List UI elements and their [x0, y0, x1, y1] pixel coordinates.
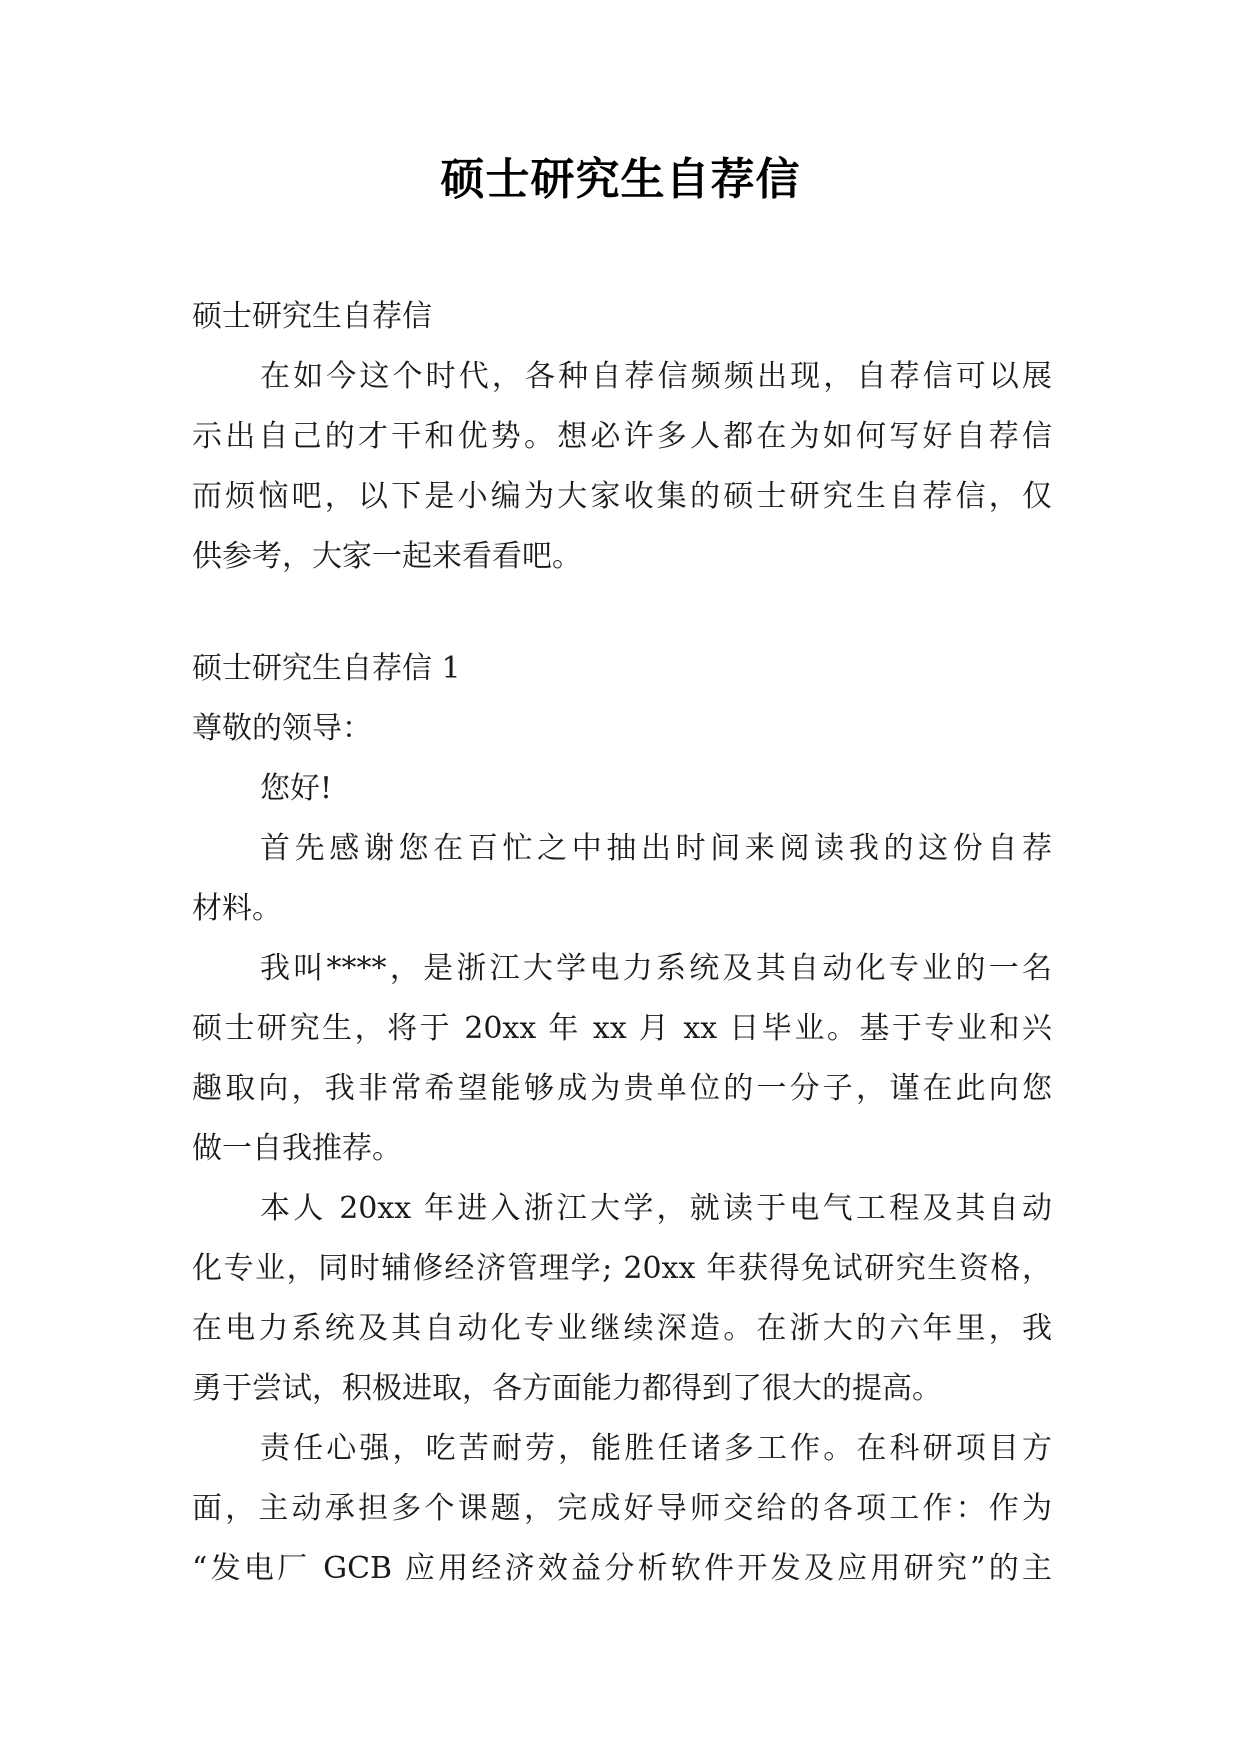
letter-paragraph-line: 材料。	[192, 891, 282, 926]
letter-paragraph-line: 本人 20xx 年进入浙江大学，就读于电气工程及其自动	[260, 1191, 1052, 1226]
letter-paragraph-line: “发电厂 GCB 应用经济效益分析软件开发及应用研究”的主	[192, 1551, 1052, 1586]
letter-greeting: 您好!	[260, 771, 333, 806]
letter-paragraph-line: 我叫****，是浙江大学电力系统及其自动化专业的一名	[260, 951, 1052, 986]
document-title: 硕士研究生自荐信	[440, 154, 801, 205]
letter-paragraph-line: 趣取向，我非常希望能够成为贵单位的一分子，谨在此向您	[192, 1071, 1052, 1106]
section-spacer	[192, 587, 1052, 639]
letter-paragraph-line: 面，主动承担多个课题，完成好导师交给的各项工作：作为	[192, 1491, 1052, 1526]
intro-paragraph-line: 而烦恼吧，以下是小编为大家收集的硕士研究生自荐信，仅	[192, 479, 1052, 514]
letter-paragraph-line: 勇于尝试，积极进取，各方面能力都得到了很大的提高。	[192, 1371, 942, 1406]
letter-paragraph-line: 硕士研究生，将于 20xx 年 xx 月 xx 日毕业。基于专业和兴	[192, 1011, 1052, 1046]
letter-paragraph-line: 化专业，同时辅修经济管理学; 20xx 年获得免试研究生资格，	[192, 1251, 1052, 1286]
section-heading-intro: 硕士研究生自荐信	[192, 299, 432, 334]
section-heading-letter-1: 硕士研究生自荐信 1	[192, 651, 461, 686]
letter-paragraph-line: 责任心强，吃苦耐劳，能胜任诸多工作。在科研项目方	[260, 1431, 1052, 1466]
letter-salutation: 尊敬的领导：	[192, 711, 372, 746]
document-body	[192, 287, 1052, 1599]
letter-paragraph-line: 做一自我推荐。	[192, 1131, 402, 1166]
intro-paragraph-line: 示出自己的才干和优势。想必许多人都在为如何写好自荐信	[192, 419, 1052, 454]
intro-paragraph-line: 供参考，大家一起来看看吧。	[192, 539, 582, 574]
letter-paragraph-line: 首先感谢您在百忙之中抽出时间来阅读我的这份自荐	[260, 831, 1052, 866]
intro-paragraph-line: 在如今这个时代，各种自荐信频频出现，自荐信可以展	[260, 359, 1052, 394]
letter-paragraph-line: 在电力系统及其自动化专业继续深造。在浙大的六年里，我	[192, 1311, 1052, 1346]
